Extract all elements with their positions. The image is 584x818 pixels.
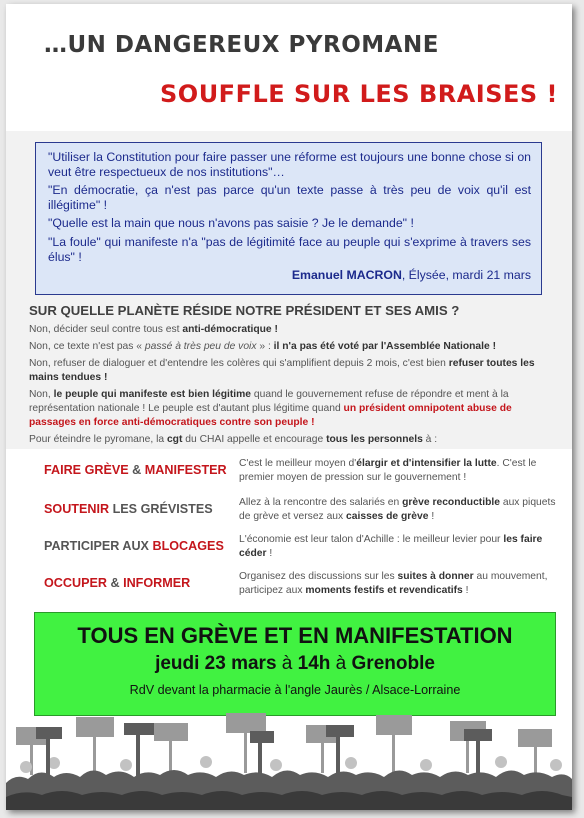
- paragraph-2: Non, ce texte n'est pas « passé à très peu de voix » : il n'a pas été voté par l'Assemblée Nationale !: [29, 341, 497, 352]
- headline-line-1: …UN DANGEREUX PYROMANE: [44, 32, 439, 58]
- paragraph-3: Non, refuser de dialoguer et d'entendre les colères qui s'amplifient depuis 2 mois, c'est bien refuser toutes les mains tendues !: [29, 358, 535, 383]
- quote-1: "Utiliser la Constitution pour faire passer une réforme est toujours une bonne chose si on veut être respectueux de nos institutions"…: [48, 150, 531, 179]
- paragraph-4: Non, le peuple qui manifeste est bien légitime quand le gouvernement refuse de répondre et ment à la représentation nationale ! Le peuple est d'autant plus légitime quand un président omnipotent abuse de passages en force anti-démocratiques contre son peuple !: [29, 389, 512, 428]
- paragraph-5: Pour éteindre le pyromane, la cgt du CHAI appelle et encourage tous les personnels à :: [29, 434, 438, 445]
- body-text: [29, 323, 559, 450]
- action-description: Allez à la rencontre des salariés en grève reconductible aux piquets de grève et versez aux caisses de grève !: [239, 497, 556, 522]
- action-label: FAIRE GRÈVE & MANIFESTER: [44, 463, 227, 477]
- crowd-back-row: [16, 713, 552, 775]
- action-label: SOUTENIR LES GRÉVISTES: [44, 502, 213, 516]
- quote-signature: [48, 268, 531, 283]
- quote-source: , Élysée, mardi 21 mars: [401, 268, 531, 283]
- action-label: PARTICIPER AUX BLOCAGES: [44, 539, 224, 553]
- strike-callout: [34, 612, 556, 716]
- action-description: C'est le meilleur moyen d'élargir et d'intensifier la lutte. C'est le premier moyen de pression sur le gouvernement !: [239, 458, 537, 483]
- action-description: L'économie est leur talon d'Achille : le meilleur levier pour les faire céder !: [239, 534, 543, 559]
- quote-3: "Quelle est la main que nous n'avons pas saisie ? Je le demande" !: [48, 216, 414, 231]
- quote-2: "En démocratie, ça n'est pas parce qu'un texte passe à très peu de voix qu'il est illégitime" !: [48, 183, 531, 212]
- callout-datetime: jeudi 23 mars à 14h à Grenoble: [155, 653, 435, 674]
- action-label: OCCUPER & INFORMER: [44, 576, 191, 590]
- crowd-heads-back: [20, 756, 562, 773]
- protest-crowd-illustration: [6, 705, 572, 810]
- leaflet-page: [6, 4, 572, 810]
- quote-author: Emanuel MACRON: [291, 268, 402, 283]
- paragraph-1: Non, décider seul contre tous est anti-démocratique !: [29, 324, 278, 335]
- section-question: SUR QUELLE PLANÈTE RÉSIDE NOTRE PRÉSIDENT ET SES AMIS ?: [29, 303, 460, 318]
- action-description: Organisez des discussions sur les suites à donner au mouvement, participez aux moments festifs et revendicatifs !: [239, 571, 548, 596]
- callout-meeting-point: RdV devant la pharmacie à l'angle Jaurès / Alsace-Lorraine: [129, 683, 461, 697]
- headline-line-2: SOUFFLE SUR LES BRAISES !: [160, 80, 558, 108]
- callout-title: TOUS EN GRÈVE ET EN MANIFESTATION: [77, 623, 513, 648]
- quote-4: "La foule" qui manifeste n'a "pas de légitimité face au peuple qui s'exprime à travers ses élus" !: [48, 234, 531, 264]
- crowd-foreground: [6, 791, 572, 810]
- quote-box: [35, 142, 542, 295]
